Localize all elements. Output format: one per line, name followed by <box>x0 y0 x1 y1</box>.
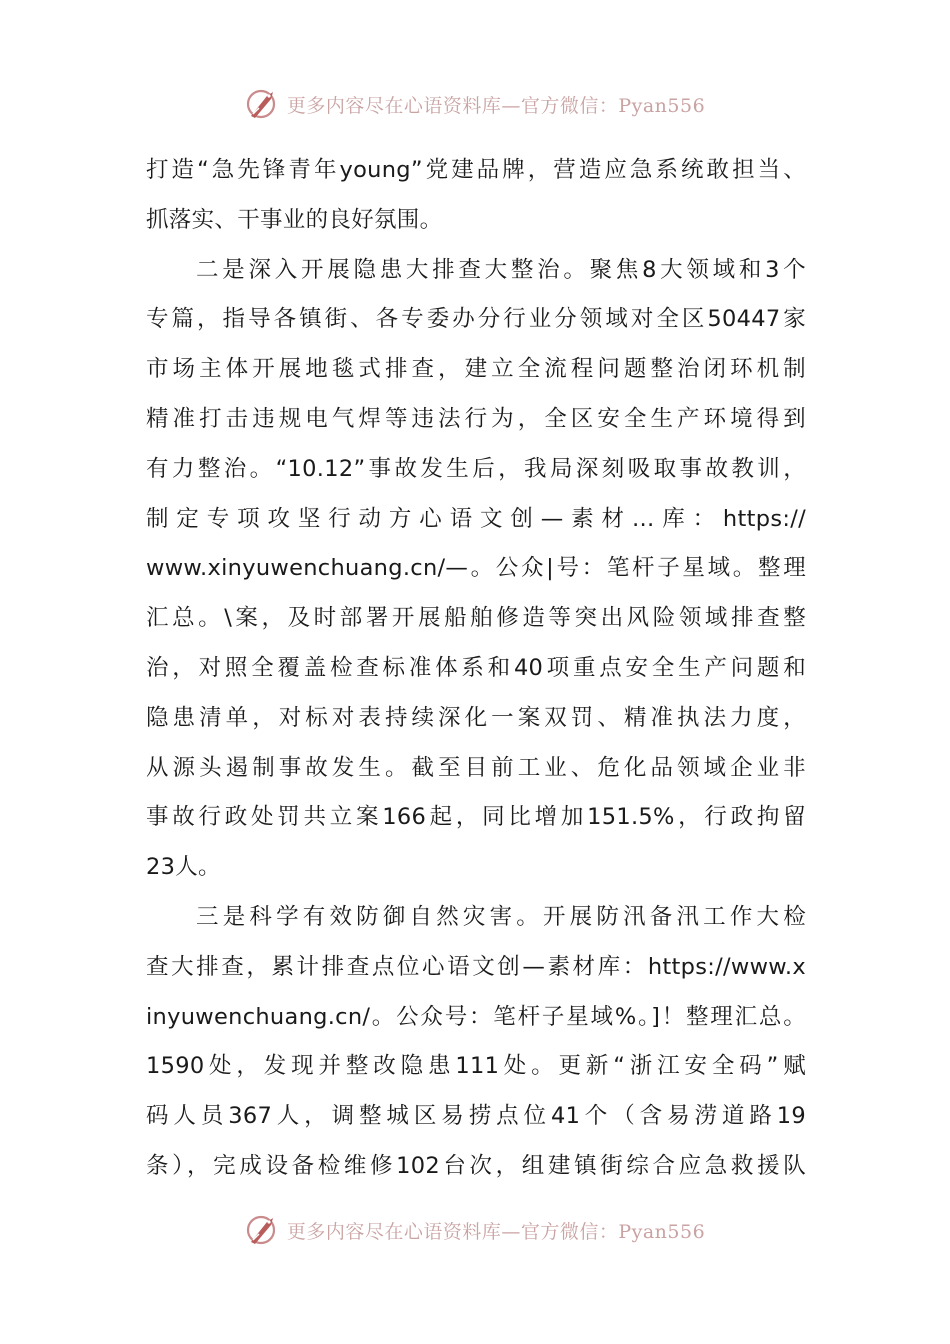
watermark-text: 更多内容尽在心语资料库—官方微信：Pyan556 <box>286 94 706 117</box>
wechat-id: Pyan556 <box>618 1220 706 1243</box>
paragraph-line: 制定专项攻坚行动方心语文创—素材…库：https:// <box>146 505 806 532</box>
document-body <box>146 146 806 1192</box>
paragraph-line: inyuwenchuang.cn/。公众号：笔杆子星域%。]！整理汇总。 <box>146 1003 806 1030</box>
pen-nib-logo-icon <box>245 1212 281 1248</box>
paragraph-line: 条），完成设备检维修102台次，组建镇街综合应急救援队 <box>146 1152 806 1179</box>
paragraph-line: 隐患清单，对标对表持续深化一案双罚、精准执法力度， <box>146 704 806 731</box>
paragraph-line: 1590处，发现并整改隐患111处。更新“浙江安全码”赋 <box>146 1053 806 1080</box>
paragraph-line: 23人。 <box>146 854 221 881</box>
wechat-id: Pyan556 <box>618 94 706 117</box>
paragraph-line: 码人员367人，调整城区易捞点位41个（含易涝道路19 <box>146 1103 806 1130</box>
paragraph-line: 抓落实、干事业的良好氛围。 <box>146 206 443 233</box>
paragraph-line: 精准打击违规电气焊等违法行为，全区安全生产环境得到 <box>146 405 806 432</box>
paragraph-line: 汇总。\案，及时部署开展船舶修造等突出风险领域排查整 <box>146 605 806 632</box>
paragraph-line: 查大排查，累计排查点位心语文创—素材库：https://www.x <box>146 953 806 980</box>
header-watermark <box>0 82 950 126</box>
paragraph-line: 专篇，指导各镇街、各专委办分行业分领域对全区50447家 <box>146 306 806 333</box>
pen-nib-logo-icon <box>245 86 281 122</box>
paragraph-line: 三是科学有效防御自然灾害。开展防汛备汛工作大检 <box>196 903 806 930</box>
paragraph-line: 二是深入开展隐患大排查大整治。聚焦8大领域和3个 <box>196 256 806 283</box>
watermark-text: 更多内容尽在心语资料库—官方微信：Pyan556 <box>286 1220 706 1243</box>
paragraph-line: 从源头遏制事故发生。截至目前工业、危化品领域企业非 <box>146 754 806 781</box>
paragraph-line: 有力整治。“10.12”事故发生后，我局深刻吸取事故教训， <box>146 455 806 482</box>
paragraph-line: 打造“急先锋青年young”党建品牌，营造应急系统敢担当、 <box>146 157 806 183</box>
footer-watermark <box>0 1208 950 1252</box>
paragraph-line: 事故行政处罚共立案166起，同比增加151.5%，行政拘留 <box>146 804 806 831</box>
paragraph-line: www.xinyuwenchuang.cn/—。公众|号：笔杆子星域。整理 <box>146 555 806 582</box>
paragraph-line: 市场主体开展地毯式排查，建立全流程问题整治闭环机制 <box>146 356 806 383</box>
paragraph-line: 治，对照全覆盖检查标准体系和40项重点安全生产问题和 <box>146 654 806 681</box>
